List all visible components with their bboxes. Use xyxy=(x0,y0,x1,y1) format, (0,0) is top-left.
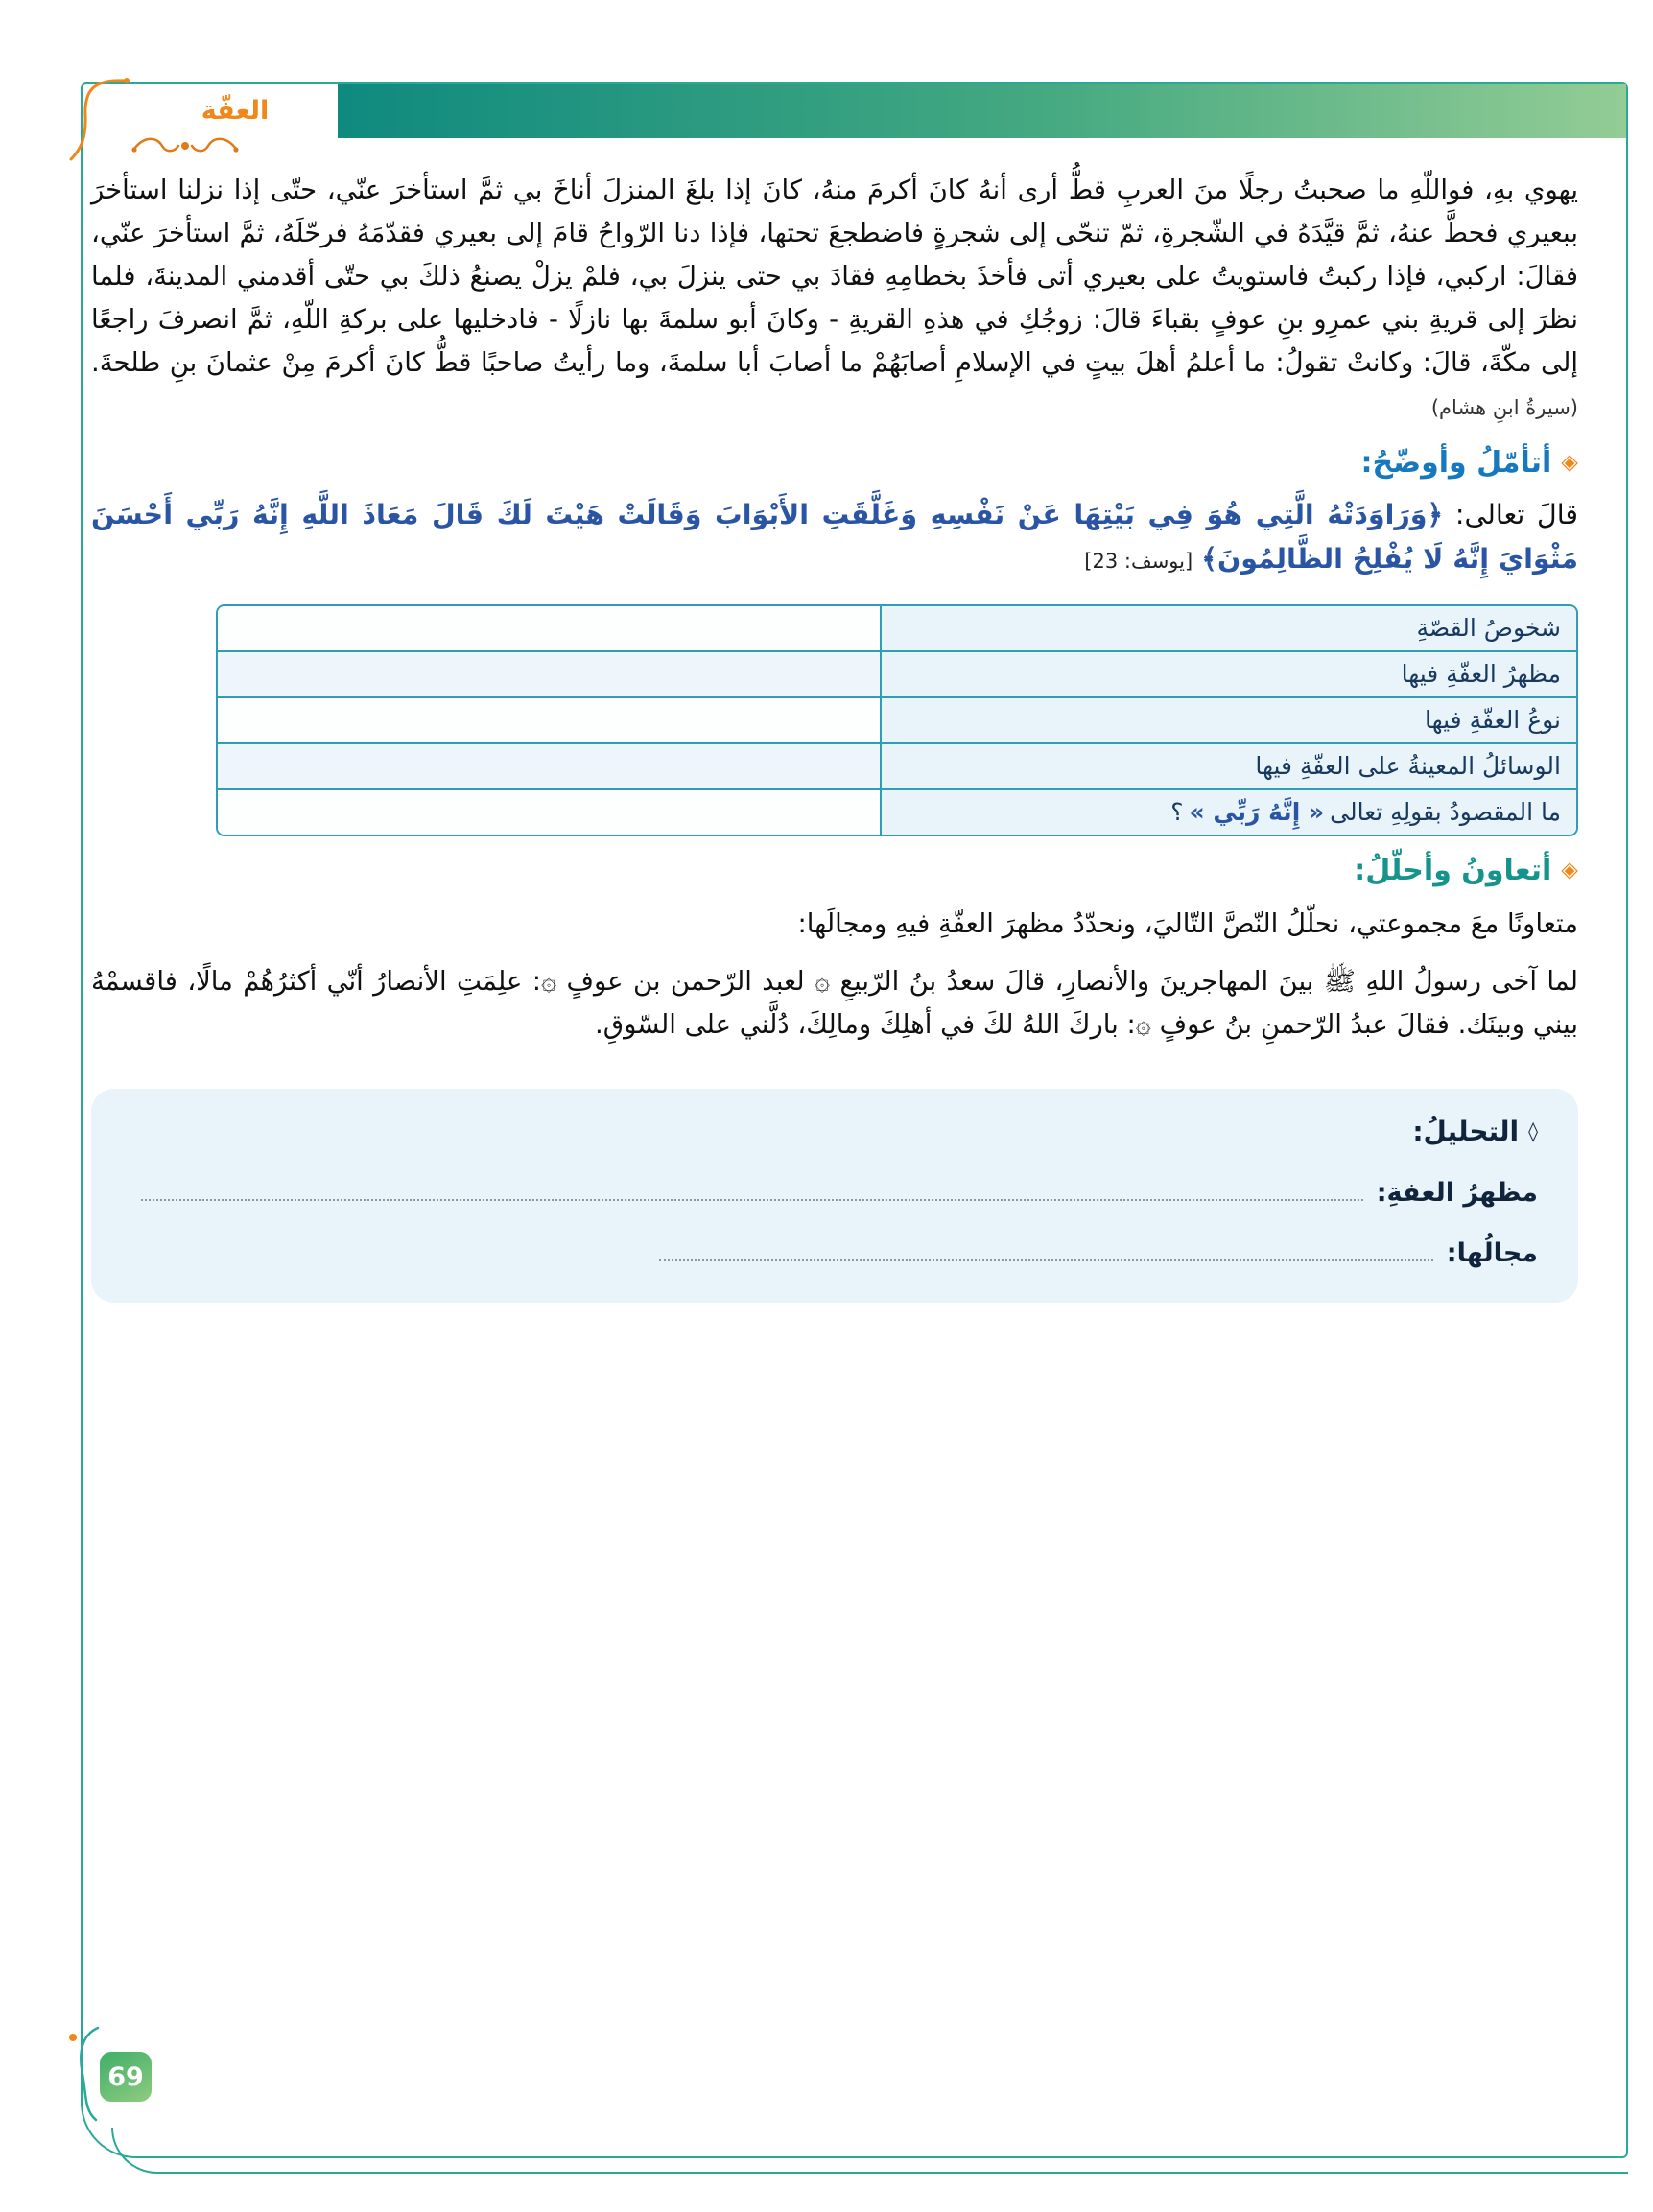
table-answer-cell[interactable] xyxy=(218,606,880,650)
section-heading-reflect-label: أتأمّلُ وأوضّحُ: xyxy=(1360,445,1552,480)
analysis-title: التحليلُ: xyxy=(1412,1115,1520,1147)
analysis-box xyxy=(91,1089,1578,1303)
quran-verse-line xyxy=(91,493,1578,581)
cooperate-intro: متعاونًا معَ مجموعتي، نحلّلُ النّصَّ التّاليَ، ونحدّدُ مظهرَ العفّةِ فيهِ ومجالَها: xyxy=(797,907,1578,939)
row-label-quote: « إِنَّهُ رَبِّي » xyxy=(1189,798,1325,827)
story-paragraph xyxy=(91,169,1578,429)
story-source: (سيرةُ ابنِ هشام) xyxy=(1430,396,1578,420)
row-label-text: شخوصُ القصّةِ xyxy=(1416,614,1561,643)
row-label-text: نوعُ العفّةِ فيها xyxy=(1425,706,1561,735)
dotted-answer-line[interactable] xyxy=(659,1259,1432,1261)
analysis-field-appearance xyxy=(131,1178,1538,1208)
analysis-field-domain xyxy=(131,1238,1538,1268)
reflection-table xyxy=(216,604,1578,836)
table-row-label xyxy=(880,698,1576,742)
section-heading-reflect xyxy=(91,446,1578,480)
small-diamond-bullet-icon: ◊ xyxy=(1528,1119,1538,1143)
table-answer-cell[interactable] xyxy=(218,744,880,788)
table-row-label xyxy=(880,606,1576,650)
chapter-title: العفّة xyxy=(201,96,270,126)
verse-text: ﴿وَرَاوَدَتْهُ الَّتِي هُوَ فِي بَيْتِهَا عَنْ نَفْسِهِ وَغَلَّقَتِ الأَبْوَابَ وَقَالَتْ هَيْتَ لَكَ قَالَ مَعَاذَ اللَّهِ إِنَّهُ رَبِّي أَحْسَنَ مَثْوَايَ إِنَّهُ لَا يُفْلِحُ الظَّالِمُونَ﴾ xyxy=(91,498,1578,575)
ornament-dot-icon xyxy=(69,2034,77,2041)
corner-bracket-icon xyxy=(65,75,132,170)
verse-intro: قالَ تعالى: xyxy=(1454,498,1579,530)
analysis-field-label: مظهرُ العفةِ: xyxy=(1376,1177,1538,1208)
dotted-answer-line[interactable] xyxy=(141,1198,1363,1201)
row-label-text: الوسائلُ المعينةُ على العفّةِ فيها xyxy=(1255,752,1561,781)
table-row xyxy=(218,696,1576,742)
table-answer-cell[interactable] xyxy=(218,790,880,835)
section-heading-cooperate-label: أتعاونُ وأحلّلُ: xyxy=(1354,853,1552,887)
page-number-bracket-icon xyxy=(75,2026,100,2126)
content-area xyxy=(91,169,1578,1303)
table-row xyxy=(218,788,1576,835)
row-label-text: مظهرُ العفّةِ فيها xyxy=(1401,660,1561,689)
row-label-suffix: ؟ xyxy=(1170,798,1184,827)
row-label-text: ما المقصودُ بقولِهِ تعالى xyxy=(1330,798,1561,827)
header-band xyxy=(338,84,1626,138)
table-answer-cell[interactable] xyxy=(218,652,880,696)
page-frame-outer-line xyxy=(111,2128,1628,2174)
table-row-label xyxy=(880,790,1576,835)
story-text: يهوي بهِ، فواللّهِ ما صحبتُ رجلًا منَ العربِ قطُّ أرى أنهُ كانَ أكرمَ منهُ، كانَ إذا بلغَ المنزلَ أناخَ بي ثمَّ استأخرَ عنّي، حتّى إذا نزلنا استأخرَ ببعيري فحطَّ عنهُ، ثمَّ قيَّدَهُ في الشّجرةِ، ثمّ تنحّى إلى شجرةٍ فاضطجعَ تحتها، فإذا دنا الرّواحُ قامَ إلى بعيري فقدّمَهُ فرحّلَهُ، ثمَّ استأخرَ عنّي، فقالَ: اركبي، فإذا ركبتُ فاستويتُ على بعيري أتى فأخذَ بخطامِهِ فقادَ بي حتى ينزلَ بي، فلمْ يزلْ يصنعُ ذلكَ بي حتّى أقدمني المدينةَ، فلما نظرَ إلى قريةِ بني عمرِو بنِ عوفٍ بقباءَ قالَ: زوجُكِ في هذهِ القريةِ - وكانَ أبو سلمةَ بها نازلًا - فادخليها على بركةِ اللّهِ، ثمَّ انصرفَ راجعًا إلى مكّةَ، قالَ: وكانتْ تقولُ: ما أعلمُ أهلَ بيتٍ في الإسلامِ أصابَهُمْ ما أصابَ أبا سلمةَ، وما رأيتُ صاحبًا قطُّ كانَ أكرمَ مِنْ عثمانَ بنِ طلحةَ. xyxy=(91,175,1578,379)
diamond-bullet-icon: ◈ xyxy=(1561,450,1578,476)
table-answer-cell[interactable] xyxy=(218,698,880,742)
table-row-label xyxy=(880,652,1576,696)
verse-reference: [يوسف: 23] xyxy=(1084,549,1193,573)
flourish-ornament-icon xyxy=(127,132,244,163)
table-row xyxy=(218,606,1576,650)
page-number-badge: 69 xyxy=(100,2052,152,2102)
table-row xyxy=(218,650,1576,696)
section-heading-cooperate xyxy=(91,854,1578,887)
table-row-label xyxy=(880,744,1576,788)
table-row xyxy=(218,742,1576,788)
diamond-bullet-icon: ◈ xyxy=(1561,858,1578,883)
hadith-paragraph: لما آخى رسولُ اللهِ ﷺ بينَ المهاجرينَ والأنصارِ، قالَ سعدُ بنُ الرّبيعِ ۞ لعبد الرّحمن بن عوفٍ ۞: علِمَتِ الأنصارُ أنّي أكثرُهُمْ مالًا، فاقسمْهُ بيني وبينَك. فقالَ عبدُ الرّحمنِ بنُ عوفٍ ۞: باركَ اللهُ لكَ في أهلِكَ ومالِكَ، دُلَّني على السّوقِ. xyxy=(91,966,1578,1040)
analysis-title-row xyxy=(131,1116,1538,1147)
analysis-field-label: مجالُها: xyxy=(1446,1237,1538,1268)
